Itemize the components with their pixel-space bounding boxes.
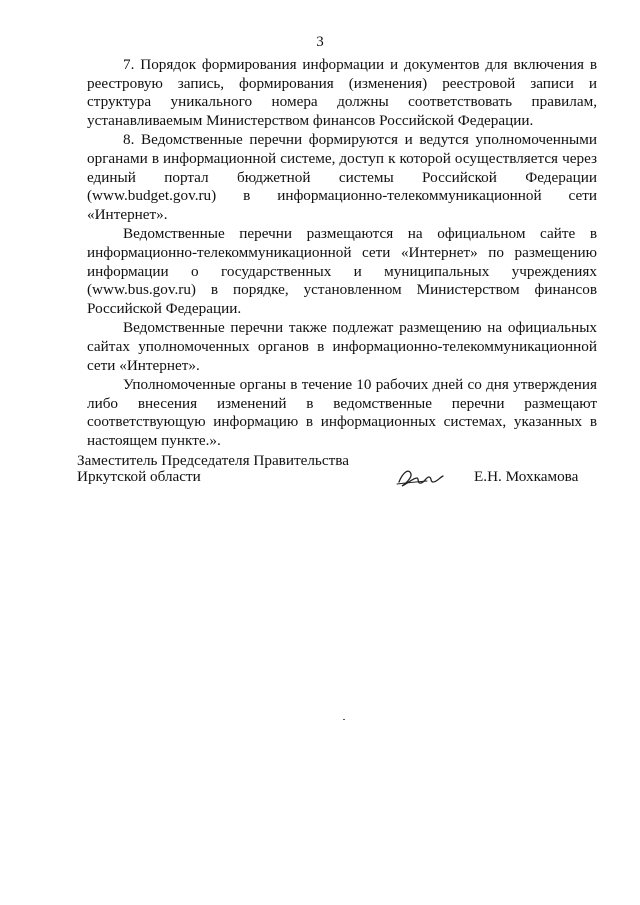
scan-speck [343,719,345,720]
paragraph-8-deadline: Уполномоченные органы в течение 10 рабочих дней со дня утверждения либо внесения изменений в ведомственные перечни размещают соответствующую информацию в информационных системах, указанных в настоящем пункте.». [87,376,597,449]
signatory-title-line1: Заместитель Председателя Правительства [77,452,349,469]
document-body [87,56,597,451]
page-number: 3 [316,34,324,50]
paragraph-8-websites: Ведомственные перечни также подлежат размещению на официальных сайтах уполномоченных органов в информационно-телекоммуникационной сети «Интернет». [87,319,597,374]
signatory-title [77,453,349,485]
paragraph-8: 8. Ведомственные перечни формируются и ведутся уполномоченными органами в информационной системе, доступ к которой осуществляется через единый портал бюджетной системы Российской Федерации (www.budget.gov.ru) в информационно-телекоммуникационной сети «Интернет». [87,131,597,223]
paragraph-8-placement: Ведомственные перечни размещаются на официальном сайте в информационно-телекоммуникационной сети «Интернет» по размещению информации о государственных и муниципальных учреждениях (www.bus.gov.ru) в порядке, установленном Министерством финансов Российской Федерации. [87,225,597,317]
signatory-name: Е.Н. Мохкамова [474,468,579,485]
paragraph-7: 7. Порядок формирования информации и документов для включения в реестровую запись, формирования (изменения) реестровой записи и структура уникального номера должны соответствовать правилам, устанавливаемым Министерством финансов Российской Федерации. [87,56,597,129]
signatory-title-line2: Иркутской области [77,468,201,485]
handwritten-signature [393,464,455,492]
